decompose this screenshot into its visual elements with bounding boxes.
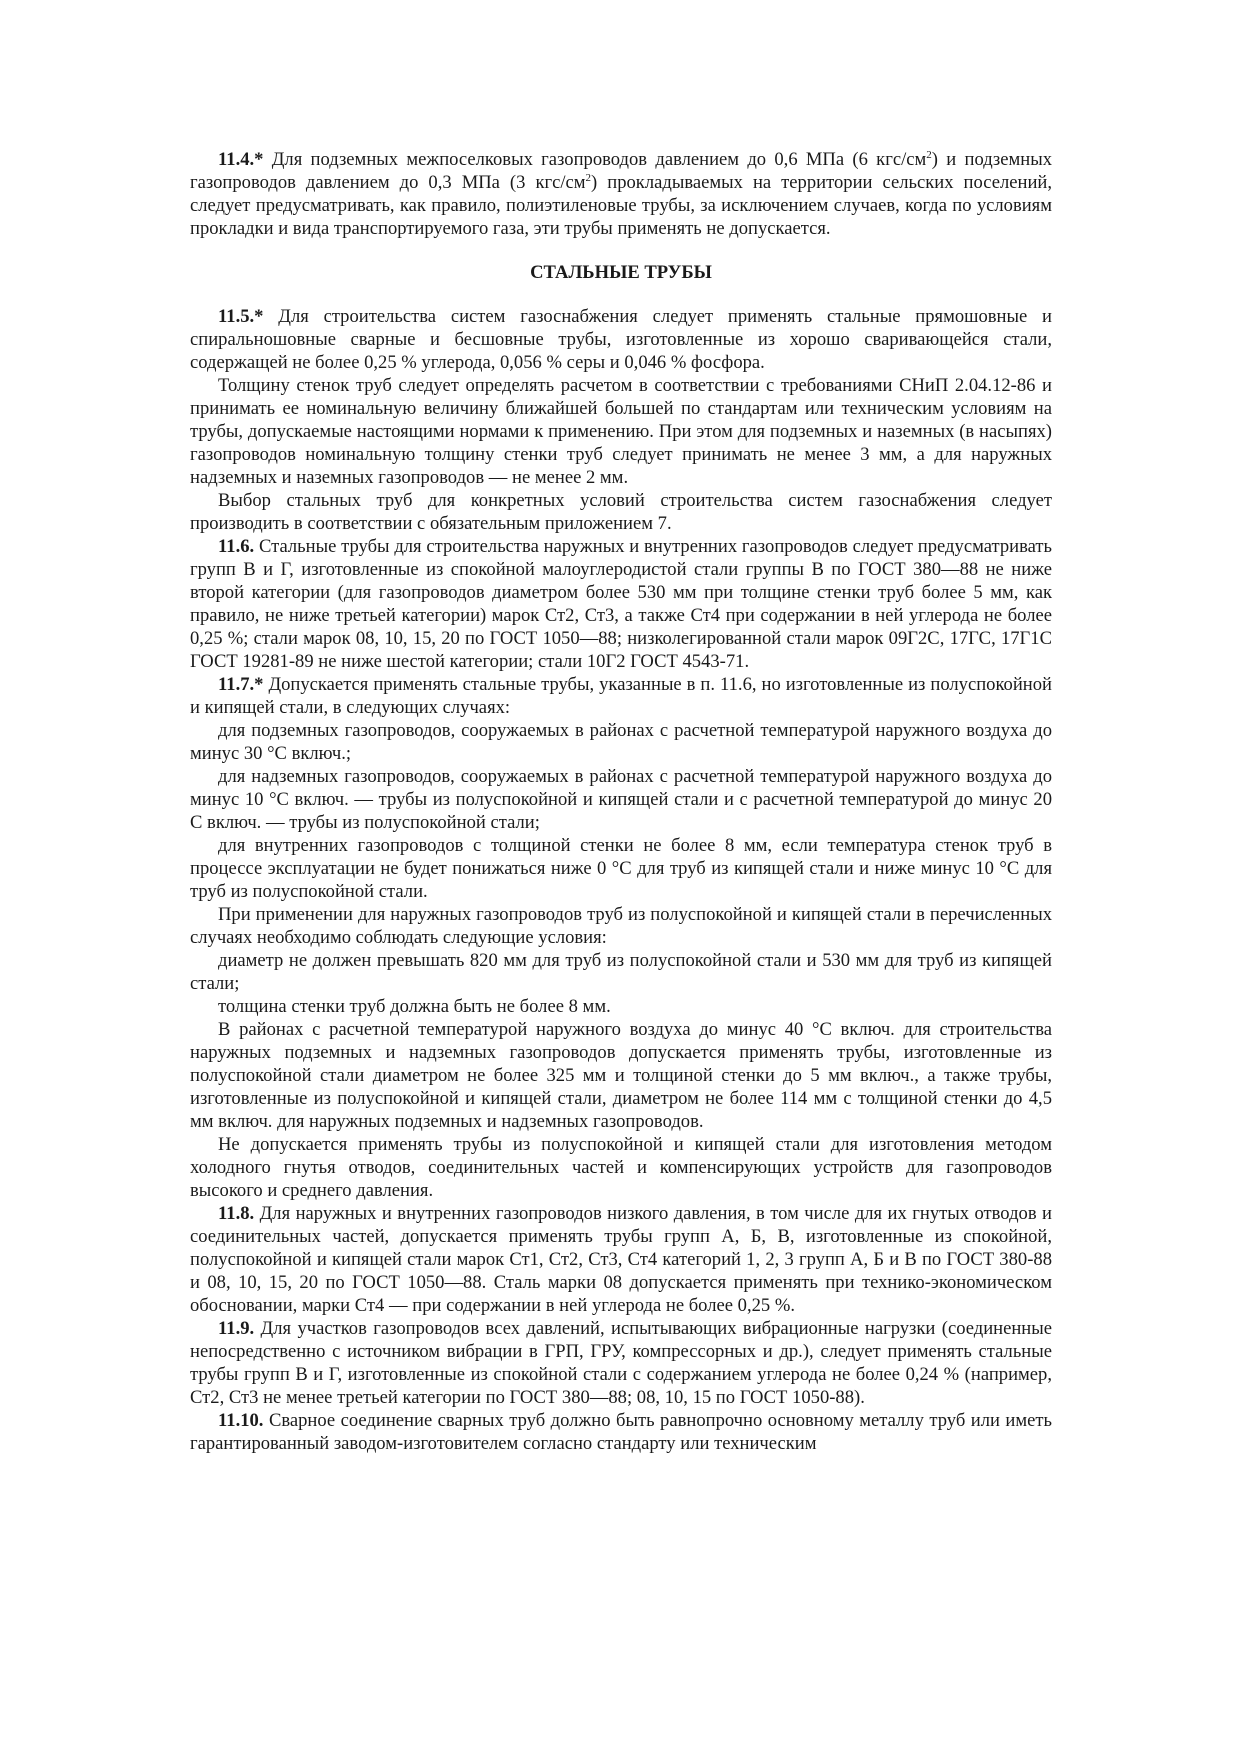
paragraph-aboveground: для надземных газопроводов, сооружаемых в районах с расчетной температурой наружного воздуха до минус 10 °С включ. — трубы из полуспокойной и кипящей стали и с расчетной температурой до минус 20 С включ. — трубы из полуспокойной стали;	[190, 766, 1052, 833]
paragraph-conditions: При применении для наружных газопроводов труб из полуспокойной и кипящей стали в перечисленных случаях необходимо соблюдать следующие условия:	[190, 904, 1052, 948]
paragraph-text: Для подземных межпоселковых газопроводов давлением до 0,6 МПа (6 кгс/см	[263, 149, 927, 170]
paragraph-cold-bending: Не допускается применять трубы из полуспокойной и кипящей стали для изготовления методом холодного гнутья отводов, соединительных частей и компенсирующих устройств для газопроводов высокого и среднего давления.	[190, 1134, 1052, 1201]
clause-number: 11.4.*	[218, 149, 264, 170]
paragraph-11-10	[190, 1409, 1052, 1455]
paragraph-internal: для внутренних газопроводов с толщиной стенки не более 8 мм, если температура стенок труб в процессе эксплуатации не будет понижаться ниже 0 °С для труб из кипящей стали и ниже минус 10 °С для труб из полуспокойной стали.	[190, 835, 1052, 902]
paragraph-pipe-selection: Выбор стальных труб для конкретных условий строительства систем газоснабжения следует производить в соответствии с обязательным приложением 7.	[190, 490, 1052, 534]
clause-number: 11.10.	[218, 1410, 264, 1431]
paragraph-11-4	[190, 148, 1052, 240]
paragraph-text: ) и подземных газопроводов давлением до 0,3 МПа (3 кгс/см	[190, 149, 1052, 193]
paragraph-cold-regions: В районах с расчетной температурой наружного воздуха до минус 40 °С включ. для строительства наружных подземных и надземных газопроводов допускается применять трубы, изготовленные из полуспокойной стали диаметром не более 325 мм и толщиной стенки до 5 мм включ., а также трубы, изготовленные из полуспокойной и кипящей стали, диаметром не более 114 мм с толщиной стенки до 4,5 мм включ. для наружных подземных и надземных газопроводов.	[190, 1019, 1052, 1132]
paragraph-diameter: диаметр не должен превышать 820 мм для труб из полуспокойной стали и 530 мм для труб из кипящей стали;	[190, 950, 1052, 994]
clause-number: 11.5.*	[218, 306, 264, 327]
paragraph-text: ) прокладываемых на территории сельских поселений, следует предусматривать, как правило, полиэтиленовые трубы, за исключением случаев, когда по условиям прокладки и вида транспортируемого газа, эти трубы применять не допускается.	[190, 172, 1053, 239]
paragraph-text: Допускается применять стальные трубы, указанные в п. 11.6, но изготовленные из полуспокойной и кипящей стали, в следующих случаях:	[190, 674, 1052, 718]
paragraph-text: Для наружных и внутренних газопроводов низкого давления, в том числе для их гнутых отводов и соединительных частей, допускается применять трубы групп А, Б, В, изготовленные из спокойной, полуспокойной и кипящей стали марок Ст1, Ст2, Ст3, Ст4 категорий 1, 2, 3 групп А, Б и В по ГОСТ 380-88 и 08, 10, 15, 20 по ГОСТ 1050—88. Сталь марки 08 допускается применять при технико-экономическом обосновании, марки Ст4 — при содержании в ней углерода не более 0,25 %.	[190, 1203, 1052, 1316]
paragraph-thickness: толщина стенки труб должна быть не более 8 мм.	[218, 996, 611, 1017]
clause-number: 11.6.	[218, 536, 255, 557]
paragraph-underground: для подземных газопроводов, сооружаемых в районах с расчетной температурой наружного воздуха до минус 30 °С включ.;	[190, 720, 1052, 764]
superscript: 2	[585, 172, 592, 184]
paragraph-11-5	[190, 305, 1052, 374]
paragraph-text: Сварное соединение сварных труб должно быть равнопрочно основному металлу труб или иметь гарантированный заводом-изготовителем согласно стандарту или техническим	[190, 1410, 1052, 1454]
clause-number: 11.9.	[218, 1318, 255, 1339]
superscript: 2	[926, 149, 932, 161]
paragraph-11-6	[190, 535, 1052, 673]
paragraph-text: Стальные трубы для строительства наружных и внутренних газопроводов следует предусматривать групп В и Г, изготовленные из спокойной малоуглеродистой стали группы В по ГОСТ 380—88 не ниже второй категории (для газопроводов диаметром более 530 мм при толщине стенки труб более 5 мм, как правило, не ниже третьей категории) марок Ст2, Ст3, а также Ст4 при содержании в ней углерода не более 0,25 %; стали марок 08, 10, 15, 20 по ГОСТ 1050—88; низколегированной стали марок 09Г2С, 17ГС, 17Г1С ГОСТ 19281-89 не ниже шестой категории; стали 10Г2 ГОСТ 4543-71.	[190, 536, 1052, 672]
paragraph-11-8	[190, 1202, 1052, 1317]
clause-number: 11.8.	[218, 1203, 255, 1224]
clause-number: 11.7.*	[218, 674, 264, 695]
paragraph-text: Для участков газопроводов всех давлений, испытывающих вибрационные нагрузки (соединенные непосредственно с источником вибрации в ГРП, ГРУ, компрессорных и др.), следует применять стальные трубы групп В и Г, изготовленные из спокойной стали с содержанием углерода не более 0,24 % (например, Ст2, Ст3 не менее третьей категории по ГОСТ 380—88; 08, 10, 15 по ГОСТ 1050-88).	[190, 1318, 1052, 1408]
paragraph-text: Для строительства систем газоснабжения следует применять стальные прямошовные и спиральношовные сварные и бесшовные трубы, изготовленные из хорошо сваривающейся стали, содержащей не более 0,25 % углерода, 0,056 % серы и 0,046 % фосфора.	[190, 306, 1052, 373]
paragraph-11-7	[190, 673, 1052, 719]
paragraph-wall-thickness: Толщину стенок труб следует определять расчетом в соответствии с требованиями СНиП 2.04.12-86 и принимать ее номинальную величину ближайшей большей по стандартам или техническим условиям на трубы, допускаемые настоящими нормами к применению. При этом для подземных и наземных (в насыпях) газопроводов номинальную толщину стенки труб следует принимать не менее 3 мм, а для наружных надземных и наземных газопроводов — не менее 2 мм.	[190, 375, 1052, 488]
paragraph-11-9	[190, 1317, 1052, 1409]
section-heading: СТАЛЬНЫЕ ТРУБЫ	[530, 262, 712, 283]
